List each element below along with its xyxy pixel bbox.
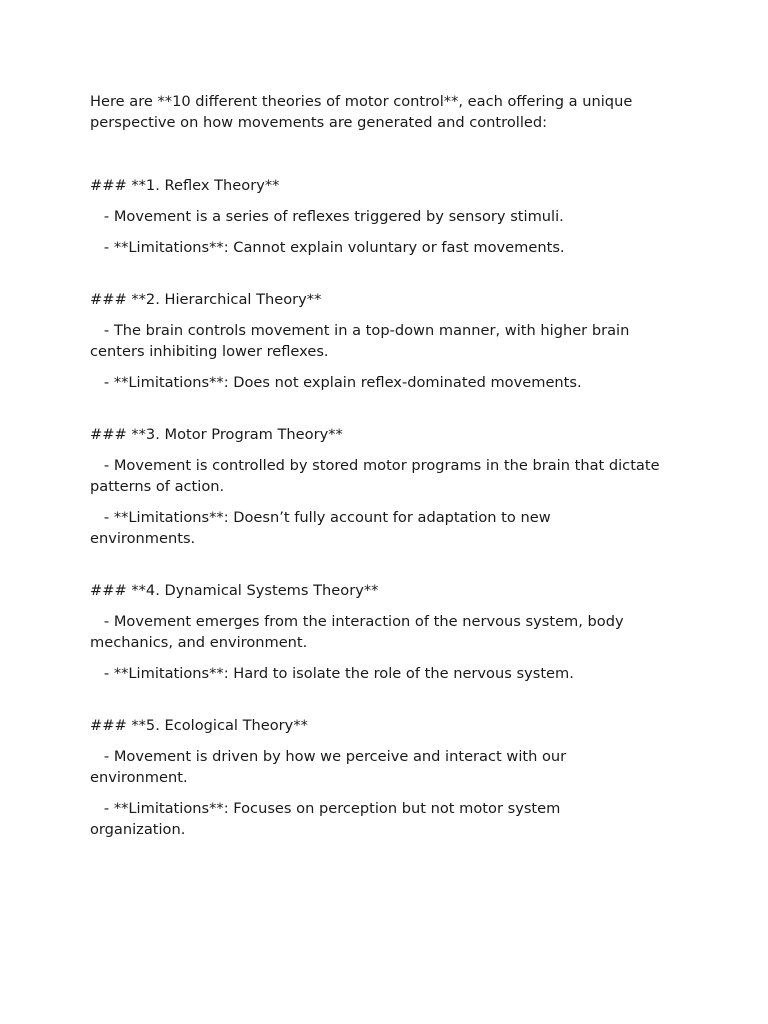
theory-heading: ### **4. Dynamical Systems Theory** (90, 582, 379, 599)
theory-heading: ### **5. Ecological Theory** (90, 717, 308, 734)
theory-section-dynamical-systems (90, 580, 660, 684)
theory-section-reflex (90, 175, 660, 258)
theory-limitations: - **Limitations**: Focuses on perception but not motor system organization. (90, 800, 565, 838)
theory-description: - Movement emerges from the interaction of the nervous system, body mechanics, and environment. (90, 613, 629, 651)
theory-description: - The brain controls movement in a top-down manner, with higher brain centers inhibiting lower reflexes. (90, 322, 634, 360)
theory-description: - Movement is driven by how we perceive and interact with our environment. (90, 748, 571, 786)
theory-limitations: - **Limitations**: Cannot explain voluntary or fast movements. (90, 239, 565, 256)
theory-section-hierarchical (90, 289, 660, 393)
theory-description: - Movement is a series of reflexes triggered by sensory stimuli. (90, 208, 564, 225)
theory-heading: ### **3. Motor Program Theory** (90, 426, 343, 443)
theory-limitations: - **Limitations**: Does not explain reflex-dominated movements. (90, 374, 582, 391)
theory-section-motor-program (90, 424, 665, 549)
theory-description: - Movement is controlled by stored motor programs in the brain that dictate patterns of action. (90, 457, 665, 495)
theory-heading: ### **2. Hierarchical Theory** (90, 291, 322, 308)
theory-heading: ### **1. Reflex Theory** (90, 177, 280, 194)
document-page (90, 91, 665, 871)
intro-paragraph: Here are **10 different theories of motor control**, each offering a unique perspective on how movements are generated and controlled: (90, 93, 637, 131)
theory-section-ecological (90, 715, 660, 840)
theory-limitations: - **Limitations**: Doesn’t fully account for adaptation to new environments. (90, 509, 556, 547)
theory-limitations: - **Limitations**: Hard to isolate the role of the nervous system. (90, 665, 574, 682)
